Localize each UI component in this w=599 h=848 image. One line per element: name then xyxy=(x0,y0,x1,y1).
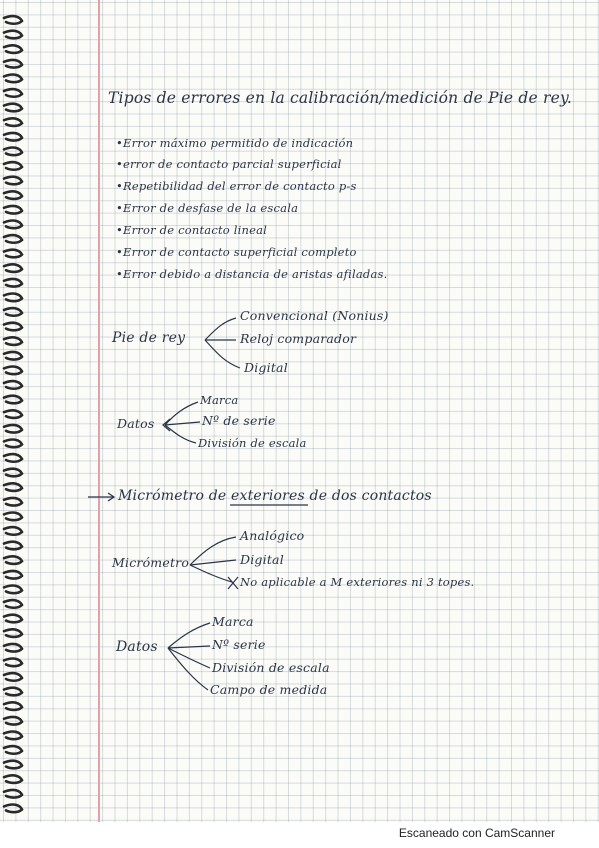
spiral-ring xyxy=(4,133,22,141)
spiral-ring xyxy=(4,45,22,53)
tree-leaf: Digital xyxy=(240,552,284,567)
spiral-ring xyxy=(4,367,22,375)
spiral-ring xyxy=(4,206,22,214)
spiral-ring xyxy=(4,586,22,594)
spiral-ring xyxy=(4,148,22,156)
margin-line xyxy=(98,0,100,822)
spiral-ring xyxy=(4,702,22,710)
tree-leaf: Marca xyxy=(212,614,254,629)
spiral-ring xyxy=(4,732,22,740)
spiral-ring xyxy=(4,659,22,667)
spiral-ring xyxy=(4,337,22,345)
spiral-ring xyxy=(4,498,22,506)
spiral-ring xyxy=(4,396,22,404)
spiral-ring xyxy=(4,279,22,287)
spiral-ring xyxy=(4,250,22,258)
spiral-ring xyxy=(4,235,22,243)
spiral-ring xyxy=(4,542,22,550)
spiral-ring xyxy=(4,177,22,185)
tree-leaf: Nº de serie xyxy=(202,413,276,428)
spiral-ring xyxy=(4,60,22,68)
tree-branch xyxy=(168,646,210,648)
spiral-ring xyxy=(4,571,22,579)
tree-leaf: Reloj comparador xyxy=(240,331,357,346)
list-item: •Error debido a distancia de aristas afiladas. xyxy=(116,267,388,281)
spiral-ring xyxy=(4,381,22,389)
tree-branch xyxy=(190,565,232,582)
list-item: •Error de contacto lineal xyxy=(116,223,268,237)
tree-root-pie-de-rey: Pie de rey xyxy=(112,330,186,346)
spiral-ring xyxy=(4,644,22,652)
spiral-ring xyxy=(4,717,22,725)
arrow-head xyxy=(163,419,170,431)
list-item: •Repetibilidad del error de contacto p-s xyxy=(116,179,357,193)
tree-branch xyxy=(168,648,208,690)
list-item: •Error de contacto superficial completo xyxy=(116,245,357,259)
spiral-ring xyxy=(4,761,22,769)
spiral-ring xyxy=(4,615,22,623)
tree-root-micrometro: Micrómetro xyxy=(112,555,190,570)
tree-leaf: Analógico xyxy=(240,528,305,543)
spiral-ring xyxy=(4,440,22,448)
tree-leaf: División de escala xyxy=(198,436,307,450)
spiral-ring xyxy=(4,790,22,798)
spiral-ring xyxy=(4,513,22,521)
spiral-ring xyxy=(4,31,22,39)
tree-root-datos: Datos xyxy=(117,416,155,431)
cross-mark xyxy=(228,577,238,589)
spiral-ring xyxy=(4,556,22,564)
spiral-ring xyxy=(4,483,22,491)
spiral-ring xyxy=(4,600,22,608)
list-item: •Error máximo permitido de indicación xyxy=(116,136,354,150)
spiral-ring xyxy=(4,805,22,813)
spiral-ring xyxy=(4,454,22,462)
section-heading: Micrómetro de exteriores de dos contactos xyxy=(118,488,432,504)
spiral-ring xyxy=(4,89,22,97)
tree-branch xyxy=(165,402,198,425)
tree-branch xyxy=(165,425,196,443)
spiral-ring xyxy=(4,746,22,754)
tree-branch xyxy=(190,560,236,565)
spiral-ring xyxy=(4,221,22,229)
tree-branch xyxy=(205,318,236,340)
tree-branch xyxy=(168,623,210,648)
tree-branch xyxy=(190,537,236,565)
spiral-ring xyxy=(4,264,22,272)
tree-branch xyxy=(205,340,240,368)
heading-arrow xyxy=(88,493,114,501)
spiral-ring xyxy=(4,323,22,331)
page-title: Tipos de errores en la calibración/medición de Pie de rey. xyxy=(108,89,572,107)
spiral-ring xyxy=(4,308,22,316)
tree-leaf: Campo de medida xyxy=(210,682,328,697)
spiral-ring xyxy=(4,527,22,535)
tree-leaf: Digital xyxy=(244,360,288,375)
spiral-ring xyxy=(4,469,22,477)
tree-leaf: División de escala xyxy=(212,660,330,675)
tree-branch xyxy=(165,422,200,425)
spiral-binding xyxy=(0,0,30,822)
spiral-ring xyxy=(4,775,22,783)
list-item: •Error de desfase de la escala xyxy=(116,201,299,215)
spiral-ring xyxy=(4,410,22,418)
spiral-ring xyxy=(4,162,22,170)
scanner-watermark: Escaneado con CamScanner xyxy=(398,826,555,840)
spiral-ring xyxy=(4,688,22,696)
tree-leaf: Convencional (Nonius) xyxy=(240,308,389,323)
spiral-ring xyxy=(4,629,22,637)
tree-root-datos: Datos xyxy=(116,639,158,655)
spiral-ring xyxy=(4,16,22,24)
spiral-ring xyxy=(4,118,22,126)
spiral-ring xyxy=(4,294,22,302)
spiral-ring xyxy=(4,352,22,360)
spiral-ring xyxy=(4,673,22,681)
spiral-ring xyxy=(4,425,22,433)
tree-leaf: No aplicable a M exteriores ni 3 topes. xyxy=(240,575,475,589)
spiral-ring xyxy=(4,75,22,83)
tree-leaf: Nº serie xyxy=(212,637,266,652)
tree-leaf: Marca xyxy=(200,393,239,407)
tree-branch xyxy=(168,648,210,668)
list-item: •error de contacto parcial superficial xyxy=(116,157,342,171)
spiral-ring xyxy=(4,104,22,112)
spiral-ring xyxy=(4,191,22,199)
